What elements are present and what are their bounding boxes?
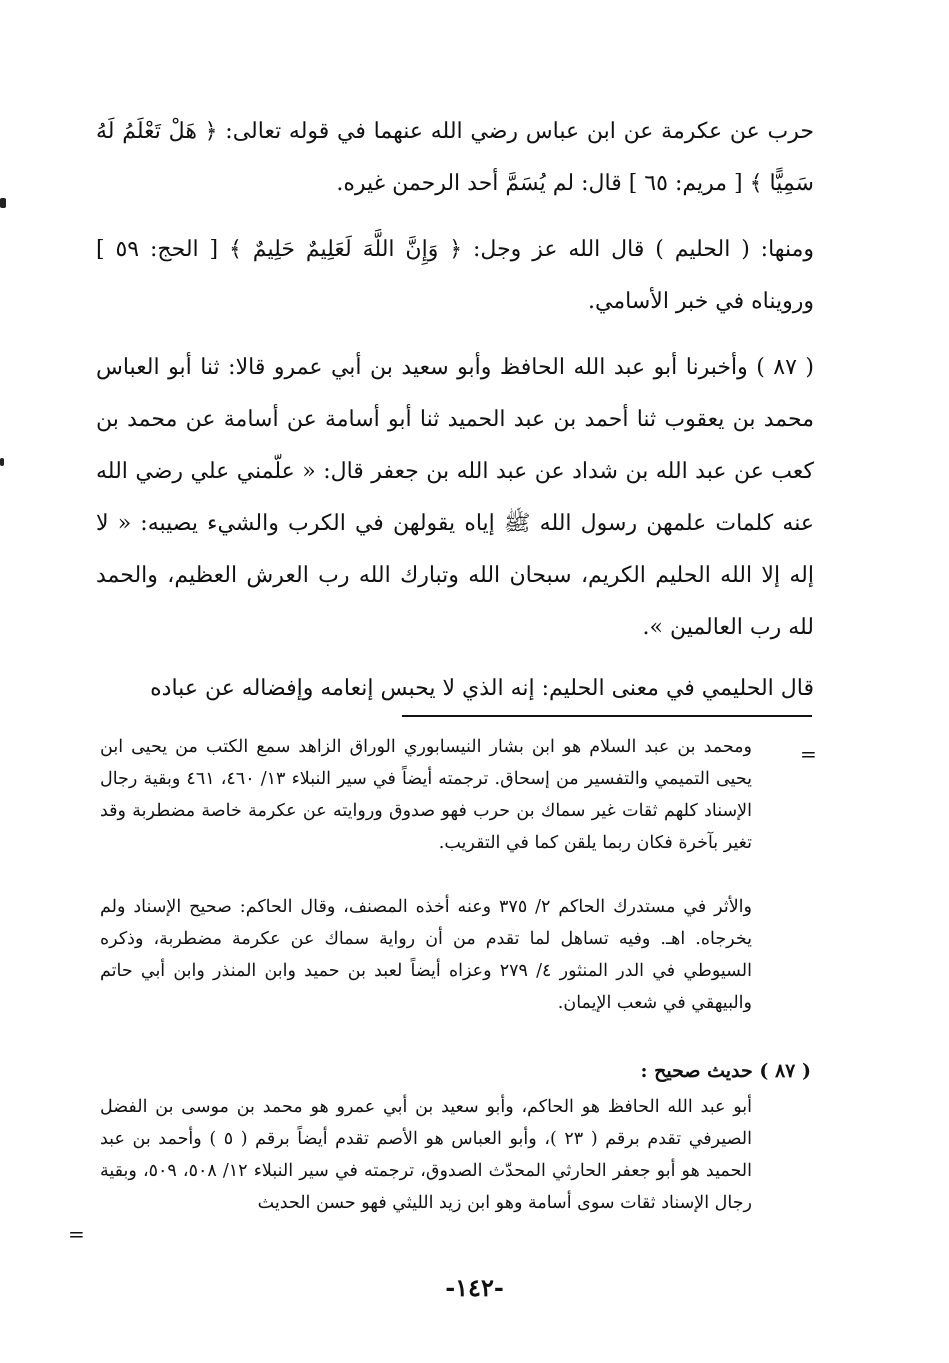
main-paragraph-hadith-87: ( ٨٧ ) وأخبرنا أبو عبد الله الحافظ وأبو سعيد بن أبي عمرو قالا: ثنا أبو العباس محمد بن يعقوب ثنا أحمد بن عبد الحميد ثنا أبو أسامة عن أسامة عن محمد بن كعب عن عبد الله بن شداد عن عبد الله بن جعفر قال: « علّمني علي رضي الله عنه كلمات علمهن رسول الله ﷺ إياه يقولهن في الكرب والشيء يصيبه: « لا إله إلا الله الحليم الكريم، سبحان الله وتبارك الله رب العرش العظيم، والحمد لله رب العالمين ». [96, 355, 815, 640]
main-paragraph-4: قال الحليمي في معنى الحليم: إنه الذي لا يحبس إنعامه وإفضاله عن عباده [150, 676, 814, 701]
page-number: -١٤٢- [445, 1273, 504, 1302]
margin-dot [0, 198, 6, 208]
continuation-mark-bottom: = [68, 1222, 85, 1246]
main-paragraph-1: حرب عن عكرمة عن ابن عباس رضي الله عنهما في قوله تعالى: ﴿ هَلْ تَعْلَمُ لَهُ سَمِيًّا ﴾ [ مريم: ٦٥ ] قال: لم يُسَمَّ أحد الرحمن غيره. [96, 119, 814, 196]
footnote-heading-87: ( ٨٧ ) حديث صحيح : [640, 1060, 811, 1082]
footnote-paragraph-2: والأثر في مستدرك الحاكم ٢/ ٣٧٥ وعنه أخذه المصنف، وقال الحاكم: صحيح الإسناد ولم يخرجاه. اهـ. وفيه تساهل لما تقدم من أن رواية سماك عن عكرمة مضطربة، وذكره السيوطي في الدر المنثور ٤/ ٢٧٩ وعزاه أيضاً لعبد بن حميد وابن المنذر وابن أبي حاتم والبيهقي في شعب الإيمان. [100, 897, 752, 1013]
footnote-paragraph-3: أبو عبد الله الحافظ هو الحاكم، وأبو سعيد بن أبي عمرو هو محمد بن موسى بن الفضل الصيرفي تقدم برقم ( ٢٣ )، وأبو العباس هو الأصم تقدم أيضاً برقم ( ٥ ) وأحمد بن عبد الحميد هو أبو جعفر الحارثي المحدّث الصدوق، ترجمته في سير النبلاء ١٢/ ٥٠٨، ٥٠٩، وبقية رجال الإسناد ثقات سوى أسامة وهو ابن زيد الليثي فهو حسن الحديث [100, 1097, 752, 1213]
margin-dot [0, 458, 4, 466]
footnote-paragraph-1: ومحمد بن عبد السلام هو ابن بشار النيسابوري الوراق الزاهد سمع الكتب من يحيى ابن يحيى التميمي والتفسير من إسحاق. ترجمته أيضاً في سير النبلاء ١٣/ ٤٦٠، ٤٦١ وبقية رجال الإسناد كلهم ثقات غير سماك بن حرب فهو صدوق وروايته عن عكرمة خاصة مضطربة وقد تغير بآخرة فكان ربما يلقن كما في التقريب. [100, 737, 752, 853]
continuation-mark-top: = [800, 742, 817, 766]
footnote-separator [402, 715, 812, 717]
main-paragraph-2: ومنها: ( الحليم ) قال الله عز وجل: ﴿ وَإِنَّ اللَّهَ لَعَلِيمٌ حَلِيمٌ ﴾ [ الحج: ٥٩ ] ورويناه في خبر الأسامي. [96, 237, 814, 314]
